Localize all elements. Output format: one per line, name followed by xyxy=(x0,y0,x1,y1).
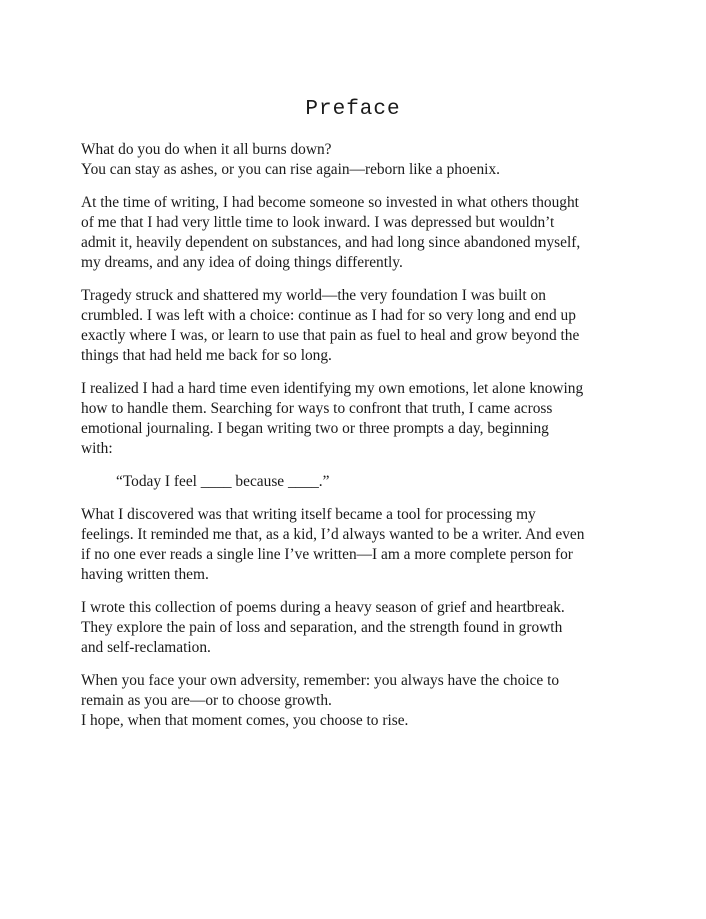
paragraph xyxy=(81,505,641,585)
journal-prompt xyxy=(81,472,641,492)
text-line: I hope, when that moment comes, you choose to rise. xyxy=(81,712,409,729)
text-line: admit it, heavily dependent on substances, and had long since abandoned myself, xyxy=(81,234,581,251)
text-line: What I discovered was that writing itself became a tool for processing my xyxy=(81,506,536,523)
text-line: emotional journaling. I began writing two or three prompts a day, beginning xyxy=(81,420,549,437)
text-line: When you face your own adversity, remember: you always have the choice to xyxy=(81,672,560,689)
text-line: of me that I had very little time to look inward. I was depressed but wouldn’t xyxy=(81,214,555,231)
text-line: how to handle them. Searching for ways to confront that truth, I came across xyxy=(81,400,553,417)
text-line: feelings. It reminded me that, as a kid, I’d always wanted to be a writer. And even xyxy=(81,526,585,543)
page-title: Preface xyxy=(305,98,401,121)
paragraph xyxy=(81,193,641,273)
text-line: I wrote this collection of poems during a heavy season of grief and heartbreak. xyxy=(81,599,565,616)
text-line: having written them. xyxy=(81,566,209,583)
text-line: exactly where I was, or learn to use that pain as fuel to heal and grow beyond the xyxy=(81,327,580,344)
preface-body xyxy=(81,140,641,744)
text-line: with: xyxy=(81,440,113,457)
paragraph xyxy=(81,140,641,180)
text-line: Tragedy struck and shattered my world—the very foundation I was built on xyxy=(81,287,546,304)
text-line: and self-reclamation. xyxy=(81,639,211,656)
text-line: crumbled. I was left with a choice: continue as I had for so very long and end up xyxy=(81,307,576,324)
text-line: I realized I had a hard time even identifying my own emotions, let alone knowing xyxy=(81,380,584,397)
text-line: “Today I feel ____ because ____.” xyxy=(116,473,330,490)
paragraph xyxy=(81,671,641,731)
text-line: remain as you are—or to choose growth. xyxy=(81,692,332,709)
paragraph xyxy=(81,598,641,658)
text-line: things that had held me back for so long. xyxy=(81,347,332,364)
paragraph xyxy=(81,379,641,459)
text-line: You can stay as ashes, or you can rise again—reborn like a phoenix. xyxy=(81,161,501,178)
text-line: What do you do when it all burns down? xyxy=(81,141,332,158)
text-line: if no one ever reads a single line I’ve written—I am a more complete person for xyxy=(81,546,573,563)
text-line: my dreams, and any idea of doing things differently. xyxy=(81,254,403,271)
paragraph xyxy=(81,286,641,366)
text-line: At the time of writing, I had become someone so invested in what others thought xyxy=(81,194,579,211)
text-line: They explore the pain of loss and separation, and the strength found in growth xyxy=(81,619,563,636)
